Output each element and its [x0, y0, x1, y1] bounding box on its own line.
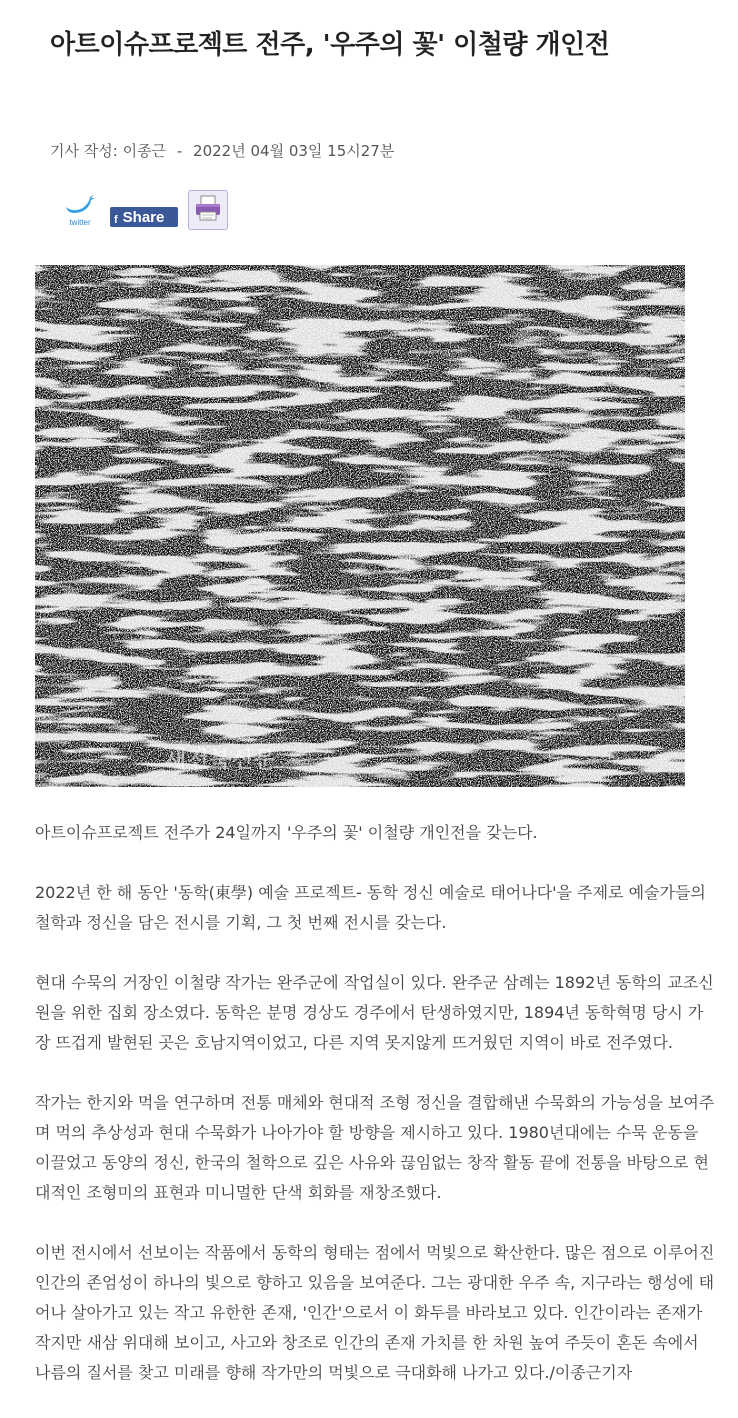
- meta-separator: -: [176, 142, 183, 160]
- artwork-photo: [35, 265, 685, 787]
- facebook-icon: f: [114, 214, 118, 226]
- facebook-share-label: Share: [122, 208, 165, 226]
- print-button[interactable]: [188, 190, 228, 230]
- share-bar: [60, 190, 228, 230]
- article-paragraph: 이번 전시에서 선보이는 작품에서 동학의 형태는 점에서 먹빛으로 확산한다. 많은 점으로 이루어진 인간의 존엄성이 하나의 빛으로 향하고 있음을 보여준다. 그는 광대한 우주 속, 지구라는 행성에 태어나 살아가고 있는 작고 유한한 존재, '인간'으로서 이 화두를 바라보고 있다. 인간이라는 존재가 작지만 새삼 위대해 보이고, 사고와 창조로 인간의 존재 가치를 한 차원 높여 주듯이 혼돈 속에서 나름의 질서를 찾고 미래를 향해 작가만의 먹빛으로 극대화해 나가고 있다./이종근기자: [35, 1243, 715, 1382]
- article-paragraph: 아트이슈프로젝트 전주가 24일까지 '우주의 꽃' 이철량 개인전을 갖는다.: [35, 823, 538, 842]
- article-meta: [50, 140, 394, 161]
- article-body: [35, 818, 715, 1418]
- article-title: 아트이슈프로젝트 전주, '우주의 꽃' 이철량 개인전: [50, 30, 610, 60]
- twitter-share-button[interactable]: [60, 192, 100, 228]
- article-datetime: 2022년 04월 03일 15시27분: [193, 142, 395, 160]
- author-name: 이종근: [122, 142, 167, 160]
- facebook-share-button[interactable]: [110, 207, 178, 227]
- meta-label: 기사 작성:: [50, 142, 118, 160]
- article-paragraph: 작가는 한지와 먹을 연구하며 전통 매체와 현대적 조형 정신을 결합해낸 수묵화의 가능성을 보여주며 먹의 추상성과 현대 수묵화가 나아가야 할 방향을 제시하고 있다. 1980년대에는 수묵 운동을 이끌었고 동양의 정신, 한국의 철학으로 깊은 사유와 끊임없는 창작 활동 끝에 전통을 바탕으로 현대적인 조형미의 표현과 미니멀한 단색 회화를 재창조했다.: [35, 1093, 715, 1202]
- article-paragraph: 현대 수묵의 거장인 이철량 작가는 완주군에 작업실이 있다. 완주군 삼례는 1892년 동학의 교조신원을 위한 집회 장소였다. 동학은 분명 경상도 경주에서 탄생하였지만, 1894년 동학혁명 당시 가장 뜨겁게 발현된 곳은 호남지역이었고, 다른 지역 못지않게 뜨거웠던 지역이 바로 전주였다.: [35, 973, 714, 1052]
- artwork-image: [35, 265, 685, 787]
- photo-watermark: 새전북신문: [165, 748, 277, 773]
- printer-icon: [193, 193, 223, 227]
- twitter-label: twitter: [69, 218, 91, 227]
- twitter-bird-icon: [62, 193, 98, 219]
- article-paragraph: 2022년 한 해 동안 '동학(東學) 예술 프로젝트- 동학 정신 예술로 태어나다'을 주제로 예술가들의 철학과 정신을 담은 전시를 기획, 그 첫 번째 전시를 갖는다.: [35, 883, 706, 932]
